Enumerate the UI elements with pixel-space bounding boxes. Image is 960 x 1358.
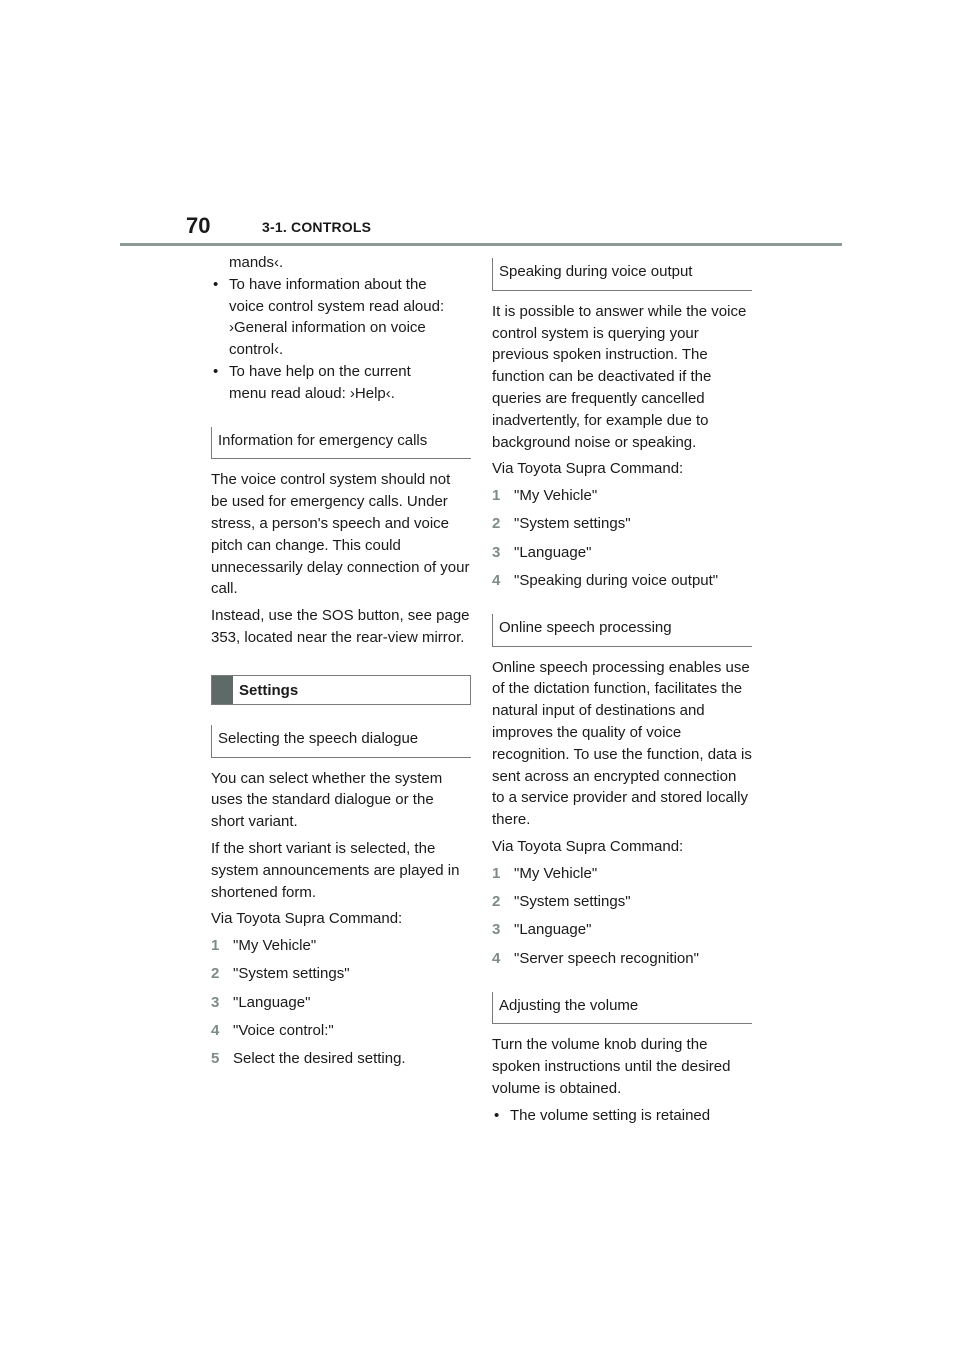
bullet-volume: • The volume setting is retained	[492, 1105, 752, 1127]
emergency-heading: Information for emergency calls	[211, 427, 471, 460]
volume-heading: Adjusting the volume	[492, 992, 752, 1025]
step-item: 2 "System settings"	[492, 515, 631, 533]
sos-paragraph: Instead, use the SOS button, see page 353, located near the rear-view mirror.	[211, 607, 470, 646]
settings-bar	[212, 676, 233, 704]
step-item: 4 "Speaking during voice output"	[492, 572, 719, 590]
step-item: 3 "Language"	[492, 921, 592, 939]
bullet-dot: •	[213, 275, 219, 293]
speaking-heading: Speaking during voice output	[492, 258, 752, 291]
step-item: 1 "My Vehicle"	[492, 487, 598, 505]
section-title: 3-1. CONTROLS	[262, 219, 372, 235]
settings-section-header	[211, 675, 471, 705]
via-command-text: Via Toyota Supra Command:	[211, 910, 403, 928]
dialogue-steps	[211, 935, 471, 1070]
speaking-paragraph: It is possible to answer while the voice control system is querying your previous spoken instruction. The function can be deactivated if the queries are frequently cancelled inadvertently, for example due to background noise or speaking.	[492, 302, 747, 451]
settings-label: Settings	[239, 681, 299, 699]
step-item: 4 "Voice control:"	[211, 1022, 334, 1040]
continued-text: mands‹.	[229, 254, 284, 271]
online-steps	[492, 863, 752, 970]
dialogue-paragraph-1: You can select whether the system uses the standard dialogue or the short variant.	[211, 769, 443, 831]
speaking-steps	[492, 485, 752, 592]
dialogue-paragraph-2: If the short variant is selected, the system announcements are played in shortened form.	[211, 839, 460, 901]
step-item: 2 "System settings"	[492, 893, 631, 911]
right-column	[492, 258, 752, 1127]
left-column	[211, 252, 471, 1077]
step-item: 3 "Language"	[211, 993, 311, 1011]
step-item: 4 "Server speech recognition"	[492, 949, 699, 967]
via-command-text: Via Toyota Supra Command:	[492, 838, 684, 856]
step-item: 1 "My Vehicle"	[211, 937, 317, 955]
bullet-help: • To have help on the current menu read aloud: ›Help‹.	[213, 362, 411, 402]
step-item: 5 Select the desired setting.	[211, 1050, 406, 1068]
via-command-text: Via Toyota Supra Command:	[492, 460, 684, 478]
dialogue-heading: Selecting the speech dialogue	[211, 725, 471, 758]
step-item: 3 "Language"	[492, 543, 592, 561]
bullet-general-info: • To have information about the voice control system read aloud: ›General information on voice control‹.	[213, 275, 445, 359]
online-heading: Online speech processing	[492, 614, 752, 647]
header-rule	[120, 243, 842, 246]
bullet-dot: •	[494, 1106, 500, 1124]
online-paragraph: Online speech processing enables use of the dictation function, facilitates the natural input of destinations and improves the quality of voice recognition. To use the function, data is sent across an encrypted connection to a service provider and stored locally there.	[492, 658, 752, 829]
bullet-dot: •	[213, 362, 219, 380]
page-number: 70	[186, 213, 211, 238]
emergency-paragraph: The voice control system should not be used for emergency calls. Under stress, a person's speech and voice pitch can change. This could unnecessarily delay connection of your call.	[211, 471, 470, 598]
step-item: 1 "My Vehicle"	[492, 864, 598, 882]
step-item: 2 "System settings"	[211, 965, 350, 983]
volume-paragraph: Turn the volume knob during the spoken instructions until the desired volume is obtained.	[492, 1036, 731, 1097]
